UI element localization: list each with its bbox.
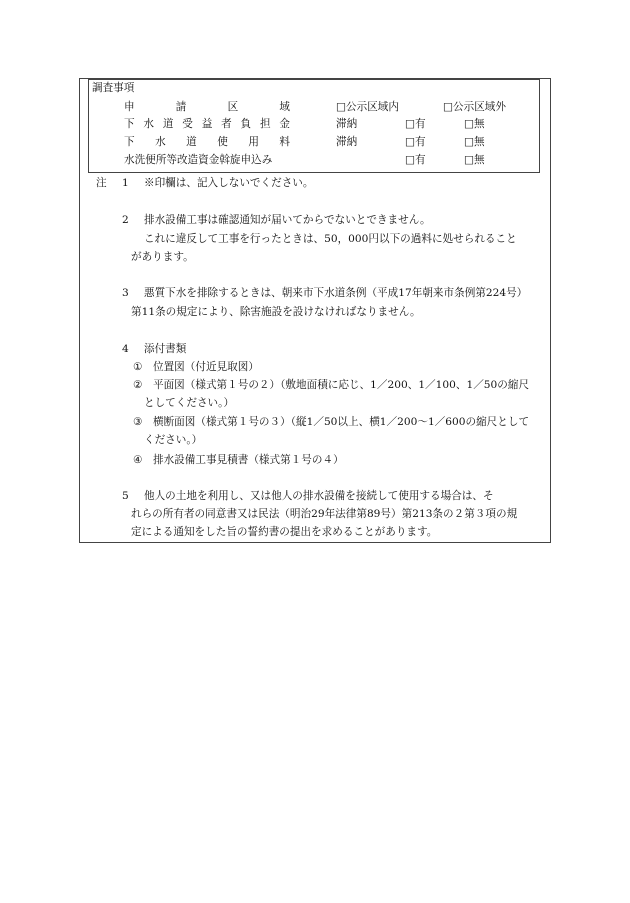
attachment-text: 排水設備工事見積書（様式第１号の４）	[153, 454, 344, 466]
notes-prefix: 注	[96, 177, 107, 189]
note-title: 添付書類	[144, 343, 187, 355]
survey-heading: 調査事項	[92, 82, 135, 94]
attachment-text: としてください。）	[144, 397, 235, 409]
survey-option-b: □公示区域外	[443, 101, 506, 113]
survey-option-a: □公示区域内	[336, 101, 399, 113]
survey-option-a: □有	[405, 136, 426, 148]
survey-row-label: 水洗便所等改造資金斡旋申込み	[124, 154, 273, 166]
attachment-mark: ③	[133, 416, 143, 428]
attachment-text: ください。）	[144, 434, 203, 446]
attachment-mark: ②	[133, 379, 143, 391]
note-number: 5	[122, 490, 129, 502]
attachment-text: 位置図（付近見取図）	[153, 361, 259, 373]
survey-option-a: □有	[405, 154, 426, 166]
note-text: れらの所有者の同意書又は民法（明治29年法律第89号）第213条の２第３項の規	[131, 508, 518, 520]
survey-row-label: 申 請 区 域	[124, 101, 290, 113]
note-text: ※印欄は、記入しないでください。	[144, 177, 314, 189]
attachment-text: 横断面図（様式第１号の３）（縦1／50以上、横1／200～1／600の縮尺として	[153, 416, 530, 428]
survey-col2: 滞納	[336, 118, 358, 130]
survey-option-b: □無	[464, 118, 485, 130]
attachment-mark: ④	[133, 454, 143, 466]
note-text: これに違反して工事を行ったときは、50，000円以下の過料に処せられること	[144, 233, 517, 245]
survey-row-label: 下 水 道 受 益 者 負 担 金	[124, 118, 290, 130]
note-number: 2	[122, 214, 129, 226]
note-text: 他人の土地を利用し、又は他人の排水設備を接続して使用する場合は、そ	[144, 490, 494, 502]
survey-row-label: 下 水 道 使 用 料	[124, 136, 290, 148]
note-text: 悪質下水を排除するときは、朝来市下水道条例（平成17年朝来市条例第224号）	[144, 287, 528, 299]
note-number: 4	[122, 343, 129, 355]
note-text: があります。	[131, 251, 194, 263]
survey-option-a: □有	[405, 118, 426, 130]
note-text: 排水設備工事は確認通知が届いてからでないとできません。	[144, 214, 431, 226]
note-text: 定による通知をした旨の誓約書の提出を求めることがあります。	[131, 526, 438, 538]
attachment-mark: ①	[133, 361, 143, 373]
note-text: 第11条の規定により、除害施設を設けなければなりません。	[131, 306, 421, 318]
survey-col2: 滞納	[336, 136, 358, 148]
note-number: 1	[122, 177, 129, 189]
survey-option-b: □無	[464, 154, 485, 166]
survey-option-b: □無	[464, 136, 485, 148]
attachment-text: 平面図（様式第１号の２）（敷地面積に応じ、1／200、1／100、1／50の縮尺	[153, 379, 530, 391]
note-number: 3	[122, 287, 129, 299]
